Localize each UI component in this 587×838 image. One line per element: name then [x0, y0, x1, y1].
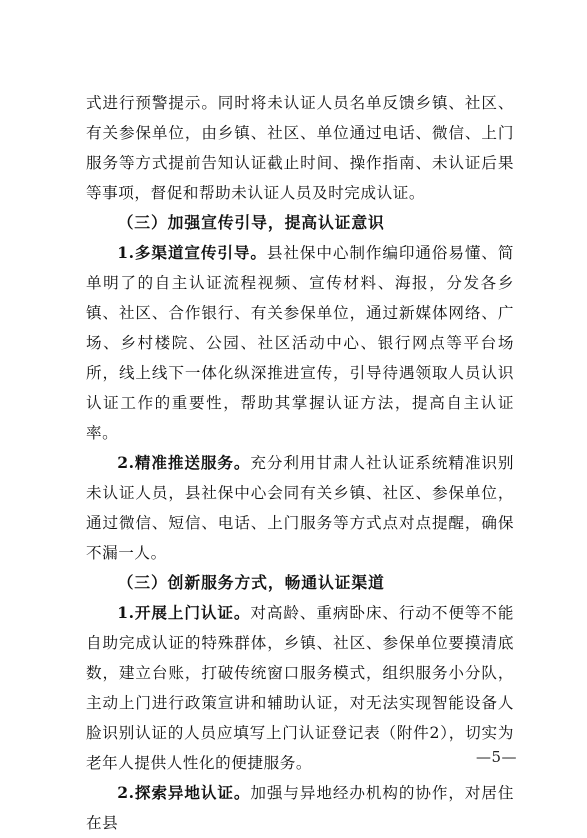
section-heading-service-innovation: （三）创新服务方式，畅通认证渠道 — [117, 573, 385, 592]
page-number: —5— — [475, 748, 517, 766]
paragraph-body-precise: 充分利用甘肃人社认证系统精准识别未认证人员，县社保中心会同有关乡镇、社区、参保单位，通过微信、短信、电话、上门服务等方式点对点提醒，确保不漏一人。 — [86, 454, 514, 562]
paragraph-door-to-door — [86, 598, 514, 778]
section-heading-publicity: （三）加强宣传引导，提高认证意识 — [117, 213, 385, 232]
paragraph-precise-service — [86, 448, 514, 568]
paragraph-lead-multichannel: 1.多渠道宣传引导。 — [117, 243, 267, 262]
paragraph-lead-precise: 2.精准推送服务。 — [117, 453, 251, 472]
paragraph-body-door-to-door: 对高龄、重病卧床、行动不便等不能自助完成认证的特殊群体，乡镇、社区、参保单位要摸清底数，建立台账，打破传统窗口服务模式，组织服务小分队，主动上门进行政策宣讲和辅助认证，对无法实现智能设备人脸识别认证的人员应填写上门认证登记表（附件2），切实为老年人提供人性化的便捷服务。 — [86, 604, 514, 772]
paragraph-lead-door-to-door: 1.开展上门认证。 — [117, 603, 251, 622]
document-body — [86, 88, 514, 838]
paragraph-multichannel-publicity — [86, 238, 514, 448]
paragraph-lead-remote: 2.探索异地认证。 — [117, 783, 251, 802]
paragraph-remote-certification — [86, 778, 514, 838]
paragraph-warning-continuation: 式进行预警提示。同时将未认证人员名单反馈乡镇、社区、有关参保单位，由乡镇、社区、单位通过电话、微信、上门服务等方式提前告知认证截止时间、操作指南、未认证后果等事项，督促和帮助未认证人员及时完成认证。 — [86, 94, 514, 202]
paragraph-body-multichannel: 县社保中心制作编印通俗易懂、简单明了的自主认证流程视频、宣传材料、海报，分发各乡镇、社区、合作银行、有关参保单位，通过新媒体网络、广场、乡村楼院、公园、社区活动中心、银行网点等平台场所，线上线下一体化纵深推进宣传，引导待遇领取人员认识认证工作的重要性，帮助其掌握认证方法，提高自主认证率。 — [86, 244, 514, 442]
paragraph-body-remote: 加强与异地经办机构的协作，对居住在县 — [86, 784, 514, 832]
